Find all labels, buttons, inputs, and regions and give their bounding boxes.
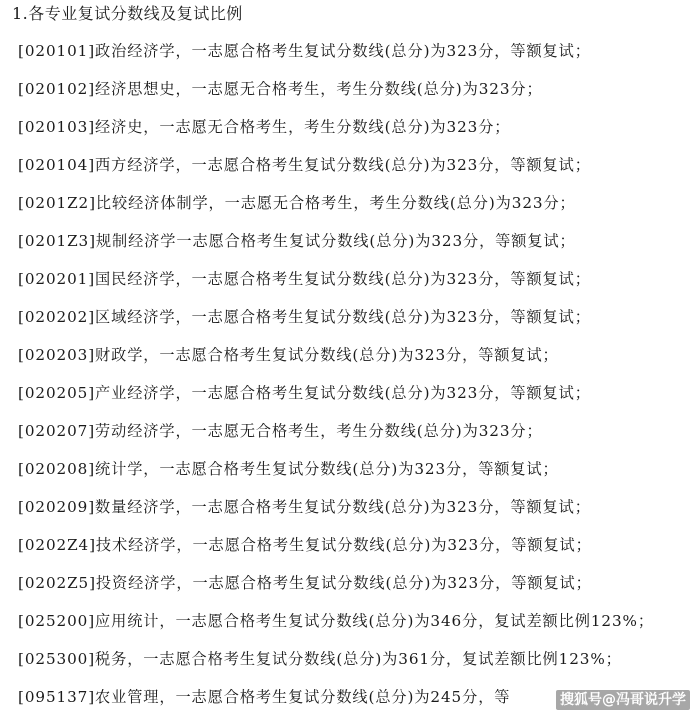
watermark: 搜狐号@冯哥说升学 (556, 690, 690, 710)
cutoff-line-025200: [025200]应用统计，一志愿合格考生复试分数线(总分)为346分，复试差额比例123%； (18, 612, 654, 630)
cutoff-line-020209: [020209]数量经济学，一志愿合格考生复试分数线(总分)为323分，等额复试； (18, 498, 591, 516)
cutoff-line-0201z3: [0201Z3]规制经济学一志愿合格考生复试分数线(总分)为323分，等额复试； (18, 232, 576, 250)
cutoff-line-095137: [095137]农业管理，一志愿合格考生复试分数线(总分)为245分，等 (18, 688, 511, 706)
cutoff-line-020202: [020202]区域经济学，一志愿合格考生复试分数线(总分)为323分，等额复试； (18, 308, 591, 326)
cutoff-line-020103: [020103]经济史，一志愿无合格考生，考生分数线(总分)为323分； (18, 118, 511, 136)
cutoff-line-020101: [020101]政治经济学，一志愿合格考生复试分数线(总分)为323分，等额复试； (18, 42, 591, 60)
cutoff-line-0202z4: [0202Z4]技术经济学，一志愿合格考生复试分数线(总分)为323分，等额复试； (18, 536, 592, 554)
cutoff-line-020208: [020208]统计学，一志愿合格考生复试分数线(总分)为323分，等额复试； (18, 460, 559, 478)
cutoff-line-025300: [025300]税务，一志愿合格考生复试分数线(总分)为361分，复试差额比例123%； (18, 650, 622, 668)
cutoff-line-020207: [020207]劳动经济学，一志愿无合格考生，考生分数线(总分)为323分； (18, 422, 543, 440)
cutoff-score-list (18, 38, 654, 722)
cutoff-line-0202z5: [0202Z5]投资经济学，一志愿合格考生复试分数线(总分)为323分，等额复试； (18, 574, 592, 592)
cutoff-line-020203: [020203]财政学，一志愿合格考生复试分数线(总分)为323分，等额复试； (18, 346, 559, 364)
cutoff-line-020104: [020104]西方经济学，一志愿合格考生复试分数线(总分)为323分，等额复试； (18, 156, 591, 174)
section-heading: 1.各专业复试分数线及复试比例 (12, 4, 243, 23)
cutoff-line-020205: [020205]产业经济学，一志愿合格考生复试分数线(总分)为323分，等额复试； (18, 384, 591, 402)
cutoff-line-020102: [020102]经济思想史，一志愿无合格考生，考生分数线(总分)为323分； (18, 80, 543, 98)
cutoff-line-020201: [020201]国民经济学，一志愿合格考生复试分数线(总分)为323分，等额复试； (18, 270, 591, 288)
cutoff-line-0201z2: [0201Z2]比较经济体制学，一志愿无合格考生，考生分数线(总分)为323分； (18, 194, 576, 212)
